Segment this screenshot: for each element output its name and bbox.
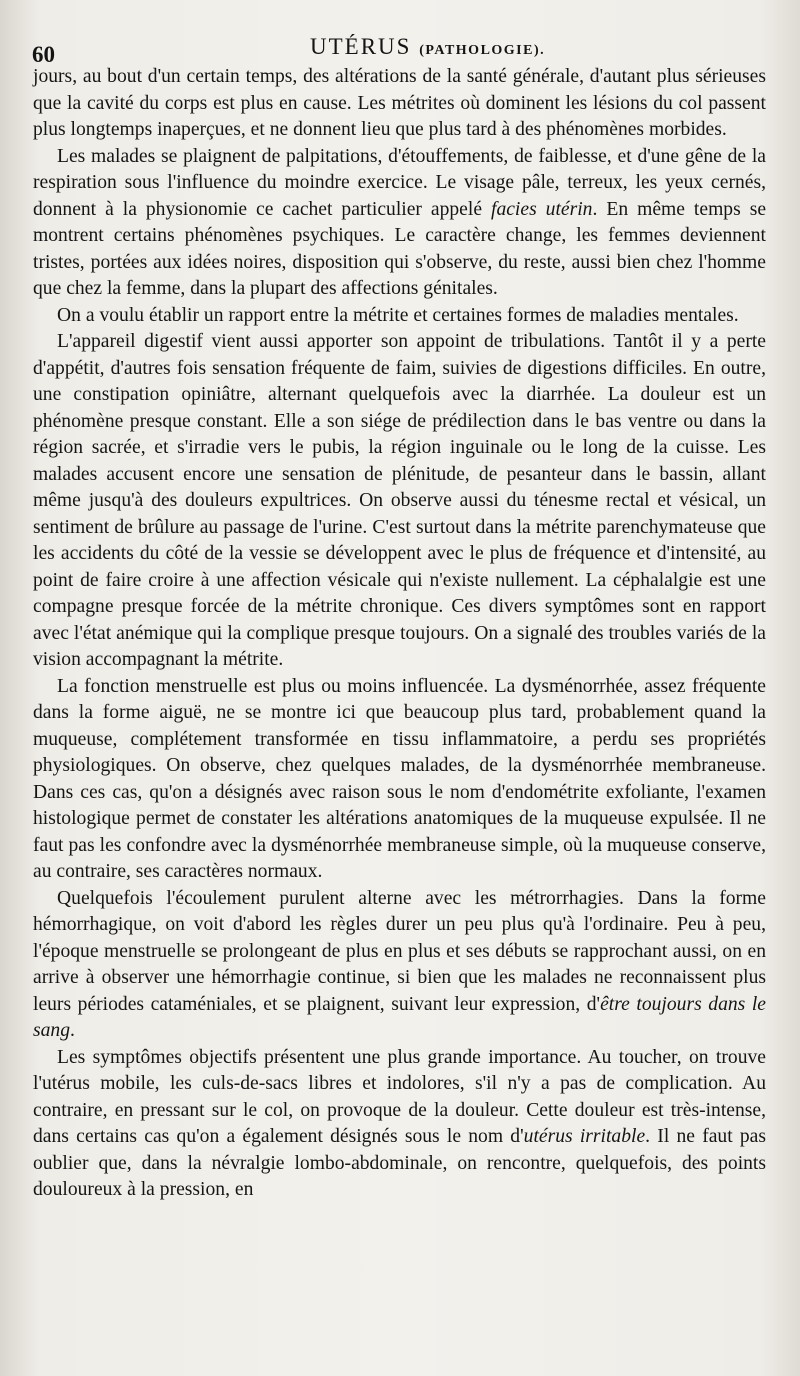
paragraph-text: La fonction menstruelle est plus ou moins influencée. La dysménorrhée, assez fréquente dans la forme aiguë, ne se montre ici que beaucoup plus tard, probablement quand la muqueuse, complétement transformée en tissu inflammatoire, a perdu ses propriétés physiologiques. On observe, chez quelques malades, de la dysménorrhée membraneuse. Dans ces cas, qu'on a désignés avec raison sous le nom d'endométrite exfoliante, l'examen histologique permet de constater les altérations anatomiques de la muqueuse expulsée. Il ne faut pas les confondre avec la dysménorrhée membraneuse simple, où la muqueuse conserve, au contraire, ses caractères normaux.	[33, 675, 766, 882]
italic-term: utérus irritable	[523, 1126, 646, 1147]
paragraph-text: Les symptômes objectifs présentent une plus grande importance. Au toucher, on trouve l'utérus mobile, les culs-de-sacs libres et indolores, s'il n'y a pas de complication. Au contraire, en pressant sur le col, on provoque de la douleur. Cette douleur est très-intense, dans certains cas qu'on a également désignés sous le nom d'	[33, 1046, 766, 1147]
paragraph-text: jours, au bout d'un certain temps, des altérations de la santé générale, d'autant plus sérieuses que la cavité du corps est plus en cause. Les métrites où dominent les lésions du col passent plus longtemps inaperçues, et ne donnent lieu que plus tard à des phénomènes morbides.	[33, 66, 766, 140]
paragraph-text: Quelquefois l'écoulement purulent alterne avec les métrorrhagies. Dans la forme hémorrhagique, on voit d'abord les règles durer un peu plus qu'à l'ordinaire. Peu à peu, l'époque menstruelle se prolongeant de plus en plus et ses débuts se rapprochant aussi, on en arrive à observer une hémorrhagie continue, si bien que les malades ne reconnaissent plus leurs périodes cataméniales, et se plaignent, suivant leur expression, d'	[33, 887, 766, 1015]
paragraph-text: On a voulu établir un rapport entre la métrite et certaines formes de maladies mentales.	[57, 304, 739, 326]
paragraph-text: L'appareil digestif vient aussi apporter son appoint de tribulations. Tantôt il y a perte d'appétit, d'autres fois sensation fréquente de faim, suivies de digestions difficiles. En outre, une constipation opiniâtre, alternant quelquefois avec la diarrhée. La douleur est un phénomène presque constant. Elle a son siége de prédilection dans le bas ventre ou dans la région sacrée, et s'irradie vers le pubis, la région inguinale ou le long de la cuisse. Les malades accusent encore une sensation de plénitude, de pesanteur dans le bassin, allant même jusqu'à des douleurs expultrices. On observe aussi du ténesme rectal et vésical, un sentiment de brûlure au passage de l'urine. C'est surtout dans la métrite parenchymateuse que les accidents du côté de la vessie se développent avec le plus de fréquence et d'intensité, au point de faire croire à une affection vésicale qui n'existe nullement. La céphalalgie est une compagne presque forcée de la métrite chronique. Ces divers symptômes sont en rapport avec l'état anémique qui la complique presque toujours. On a signalé des troubles variés de la vision accompagnant la métrite.	[33, 331, 766, 670]
paragraph-text: . En même temps se montrent certains phénomènes psychiques. Le caractère change, les femmes deviennent tristes, portées aux idées noires, disposition qui s'observe, du reste, aussi bien chez l'homme que chez la femme, dans la plupart des affections génitales.	[33, 198, 767, 299]
page-header	[30, 30, 770, 67]
paragraph	[33, 303, 766, 330]
running-head-title: UTÉRUS	[310, 34, 412, 59]
italic-term: facies utérin	[491, 198, 593, 220]
paragraph	[33, 1045, 766, 1204]
paragraph	[33, 329, 766, 674]
page-number: 60	[32, 42, 55, 67]
italic-term: être toujours dans le sang	[33, 993, 766, 1041]
paragraph	[33, 674, 766, 886]
paragraph	[33, 886, 766, 1045]
paragraph-text: .	[70, 1020, 75, 1041]
paragraph-text: Les malades se plaignent de palpitations, d'étouffements, de faiblesse, et d'une gêne de la respiration sous l'influence du moindre exercice. Le visage pâle, terreux, les yeux cernés, donnent à la physionomie ce cachet particulier appelé	[33, 145, 766, 220]
paragraph-text: . Il ne faut pas oublier que, dans la névralgie lombo-abdominale, on rencontre, quelquefois, des points douloureux à la pression, en	[33, 1126, 767, 1200]
paragraph	[33, 64, 766, 144]
paragraph	[33, 144, 766, 303]
body-text	[33, 64, 766, 1204]
running-head	[310, 34, 545, 60]
running-head-subtitle: (PATHOLOGIE).	[419, 43, 546, 58]
